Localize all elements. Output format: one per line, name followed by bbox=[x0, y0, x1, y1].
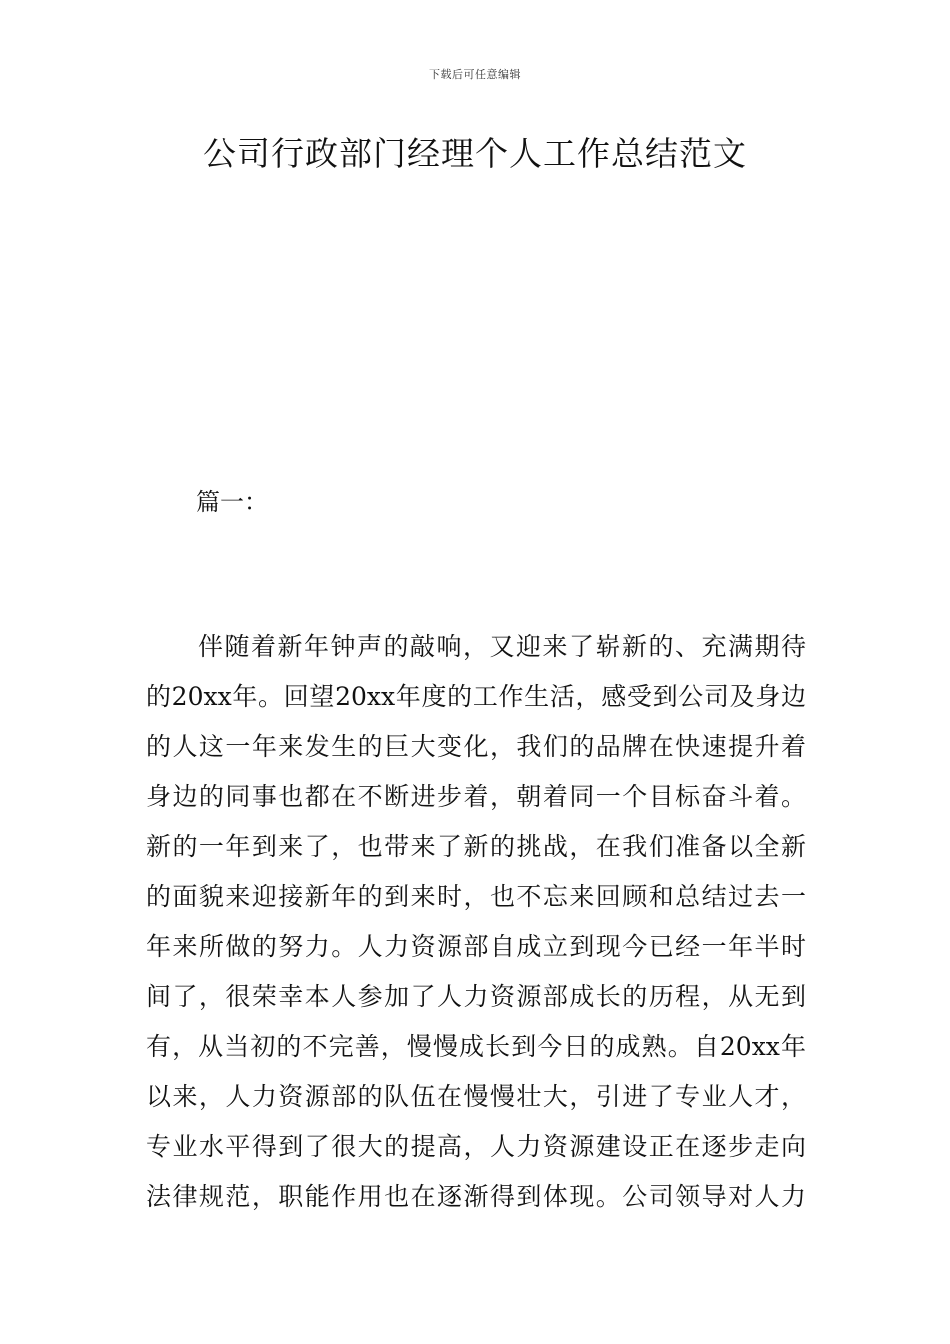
body-line: 新的一年到来了，也带来了新的挑战，在我们准备以全新 bbox=[146, 832, 806, 861]
body-line: 以来，人力资源部的队伍在慢慢壮大，引进了专业人才， bbox=[146, 1082, 806, 1111]
body-line: 间了，很荣幸本人参加了人力资源部成长的历程，从无到 bbox=[146, 982, 806, 1011]
header-note: 下载后可任意编辑 bbox=[429, 68, 521, 81]
section-label: 篇一： bbox=[196, 488, 268, 516]
body-line: 年来所做的努力。人力资源部自成立到现今已经一年半时 bbox=[146, 932, 806, 961]
document-title: 公司行政部门经理个人工作总结范文 bbox=[203, 134, 747, 173]
body-line: 伴随着新年钟声的敲响，又迎来了崭新的、充满期待 bbox=[198, 632, 806, 661]
body-line: 的面貌来迎接新年的到来时，也不忘来回顾和总结过去一 bbox=[146, 882, 806, 911]
body-line: 有，从当初的不完善，慢慢成长到今日的成熟。自20xx年 bbox=[146, 1032, 806, 1061]
body-line: 的20xx年。回望20xx年度的工作生活，感受到公司及身边 bbox=[146, 682, 806, 711]
body-line: 专业水平得到了很大的提高，人力资源建设正在逐步走向 bbox=[146, 1132, 806, 1161]
body-line: 的人这一年来发生的巨大变化，我们的品牌在快速提升着 bbox=[146, 732, 806, 761]
body-line: 法律规范，职能作用也在逐渐得到体现。公司领导对人力 bbox=[146, 1182, 806, 1211]
body-text bbox=[146, 627, 806, 1227]
body-line: 身边的同事也都在不断进步着，朝着同一个目标奋斗着。 bbox=[146, 782, 806, 811]
